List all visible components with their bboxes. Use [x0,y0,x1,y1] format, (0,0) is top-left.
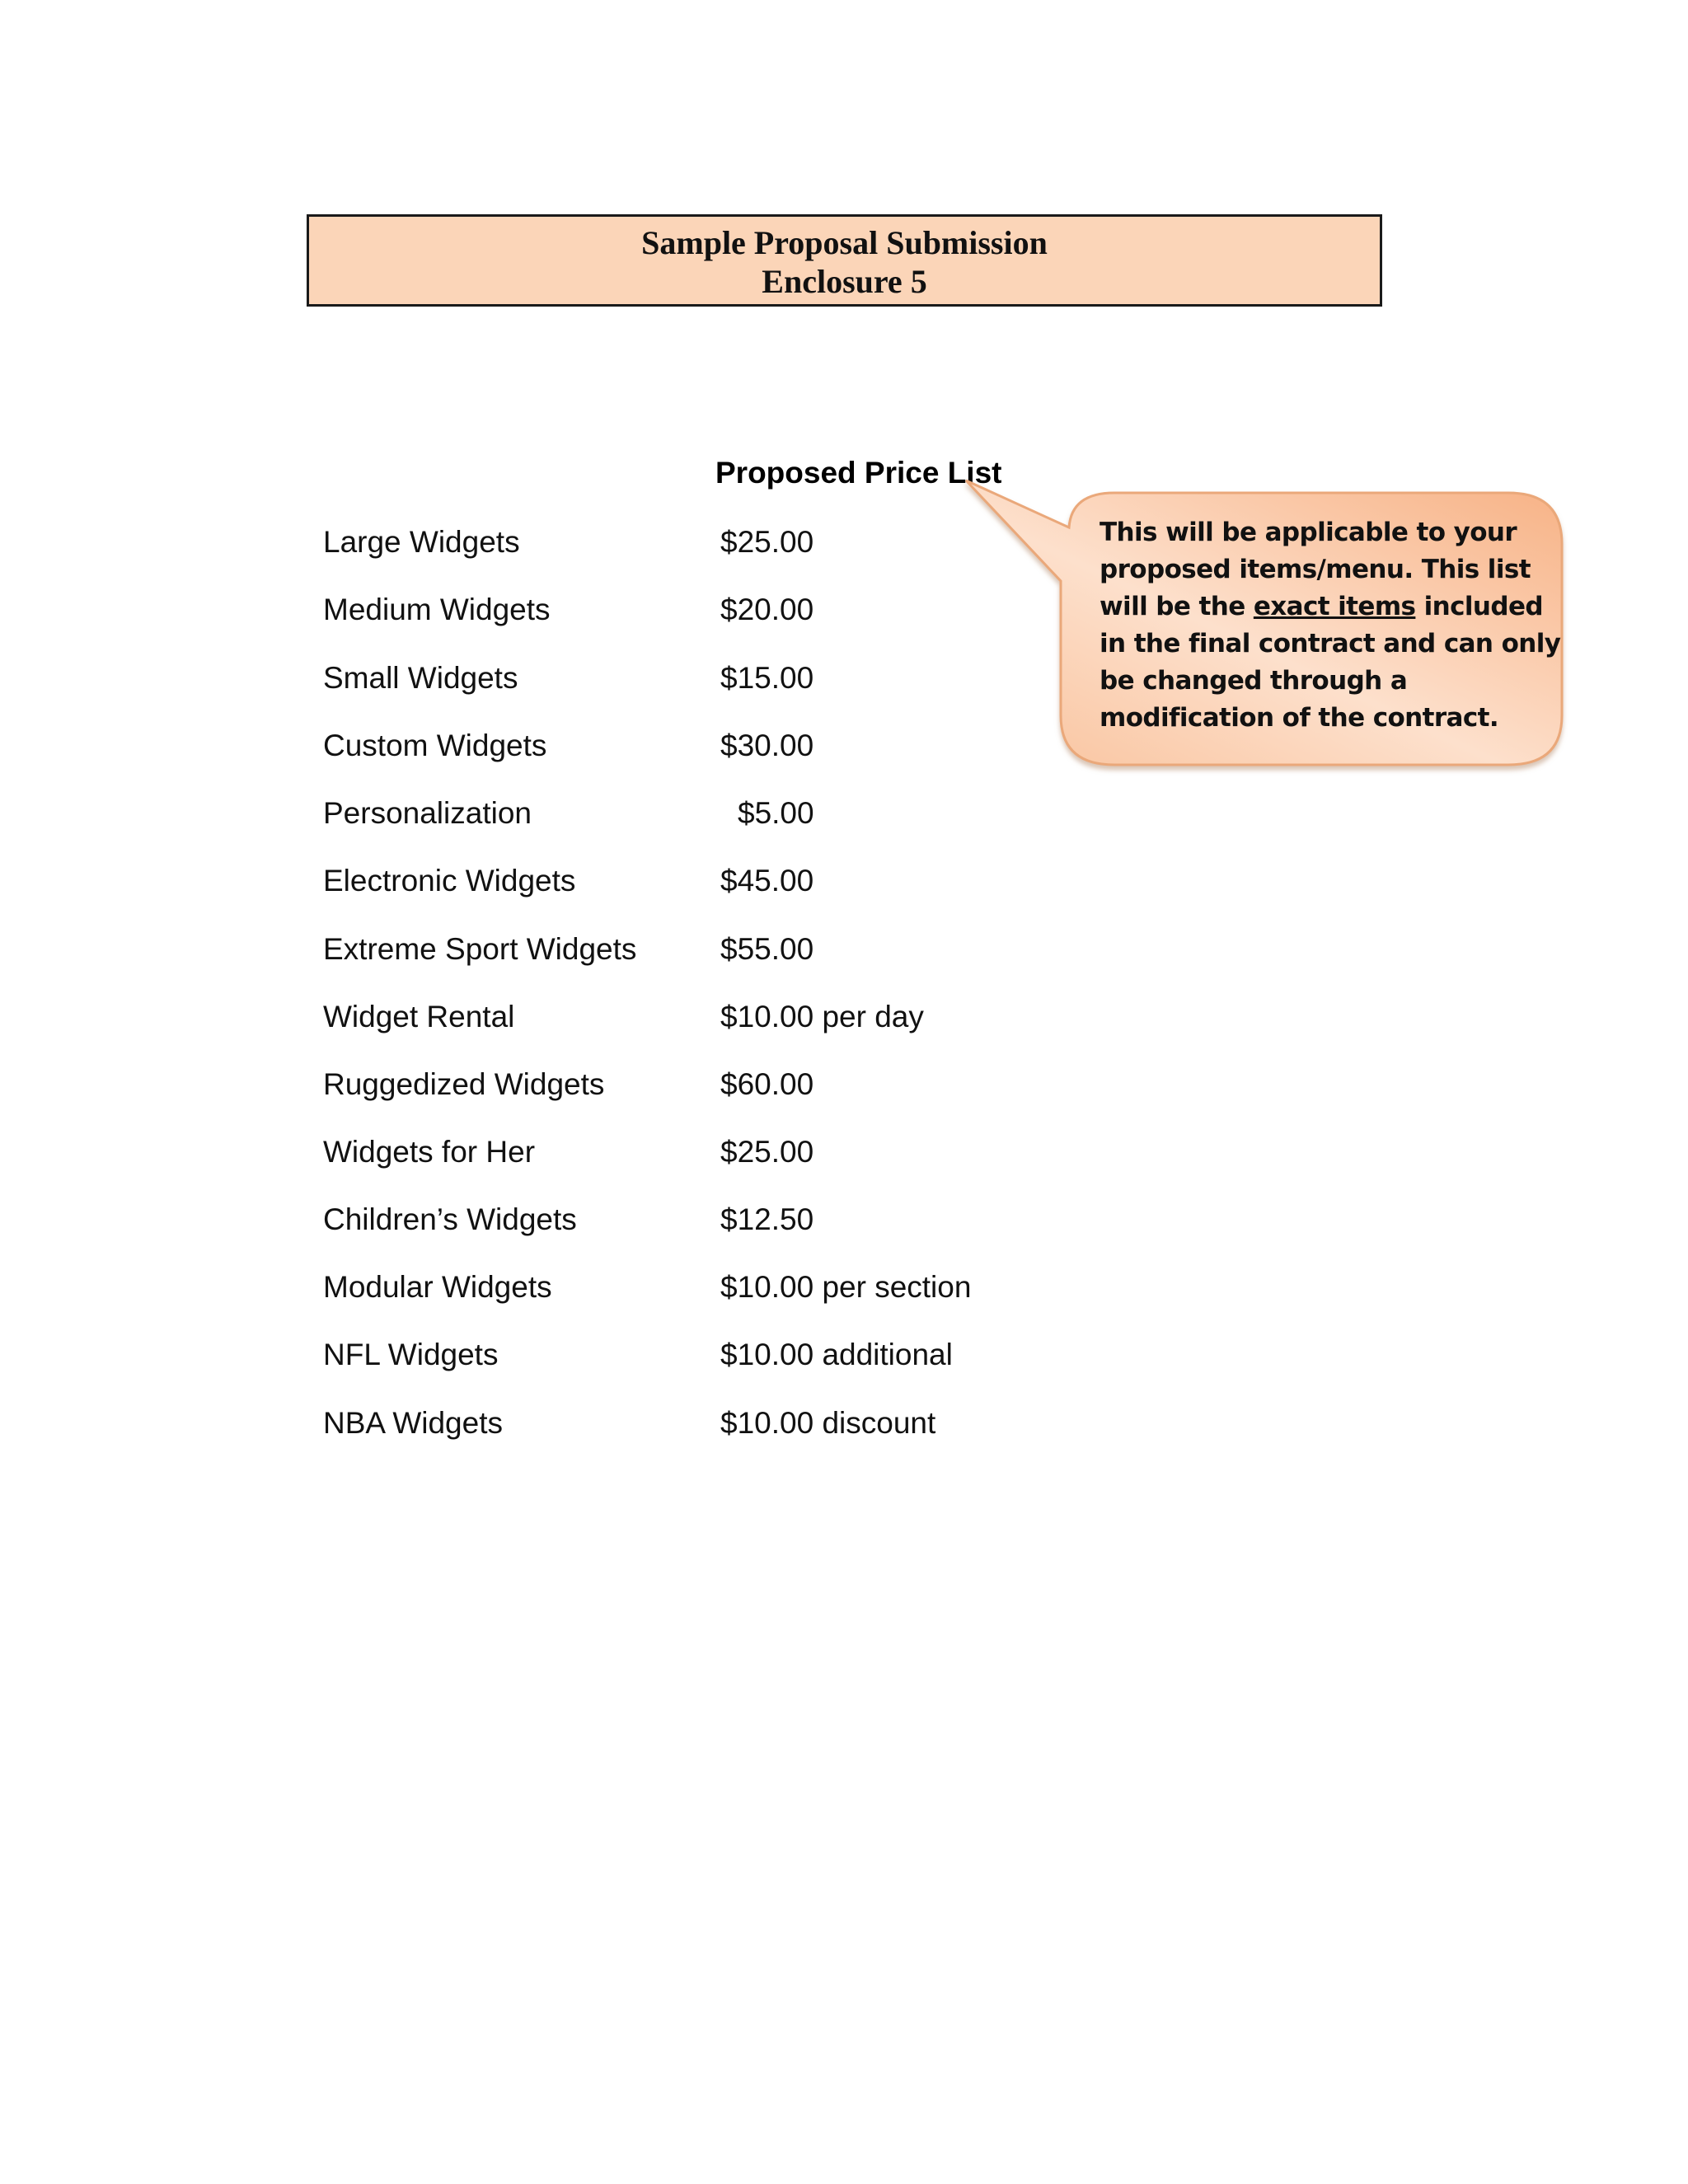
item-name: Small Widgets [323,661,518,695]
item-name: Medium Widgets [323,593,551,626]
item-price: $45.00 [720,864,814,898]
callout-text [1100,514,1561,737]
item-price: $55.00 [720,932,814,966]
item-name: NBA Widgets [323,1406,503,1440]
item-price: $30.00 [720,729,814,762]
item-name: Custom Widgets [323,729,547,762]
item-price: $10.00 per section [720,1270,972,1304]
item-name: Modular Widgets [323,1270,552,1304]
item-price: $25.00 [720,1135,814,1169]
header-title: Sample Proposal Submission [641,224,1048,261]
item-price: $10.00 discount [720,1406,936,1440]
item-name: Widgets for Her [323,1135,536,1169]
item-name: Children’s Widgets [323,1202,577,1236]
item-name: Electronic Widgets [323,864,576,898]
item-name: NFL Widgets [323,1338,499,1371]
header-subtitle: Enclosure 5 [762,263,927,300]
price-list-title: Proposed Price List [715,456,1002,490]
callout-text-after: included in the final contract and can only be changed through a modification of the contract. [1100,592,1561,733]
item-price: $60.00 [720,1067,814,1101]
callout-text-before: This will be applicable to your proposed items/menu. This list will be the [1100,518,1531,621]
item-price: $10.00 additional [720,1338,953,1371]
item-name: Extreme Sport Widgets [323,932,637,966]
item-name: Large Widgets [323,525,520,559]
item-price: $20.00 [720,593,814,626]
item-name: Ruggedized Widgets [323,1067,605,1101]
item-name: Personalization [323,796,532,830]
item-price: $25.00 [720,525,814,559]
item-price: $10.00 per day [720,1000,924,1033]
callout-underlined-text: exact items [1253,592,1416,621]
item-price: $12.50 [720,1202,814,1236]
item-price: $15.00 [720,661,814,695]
item-name: Widget Rental [323,1000,515,1033]
item-price: $5.00 [738,796,814,830]
